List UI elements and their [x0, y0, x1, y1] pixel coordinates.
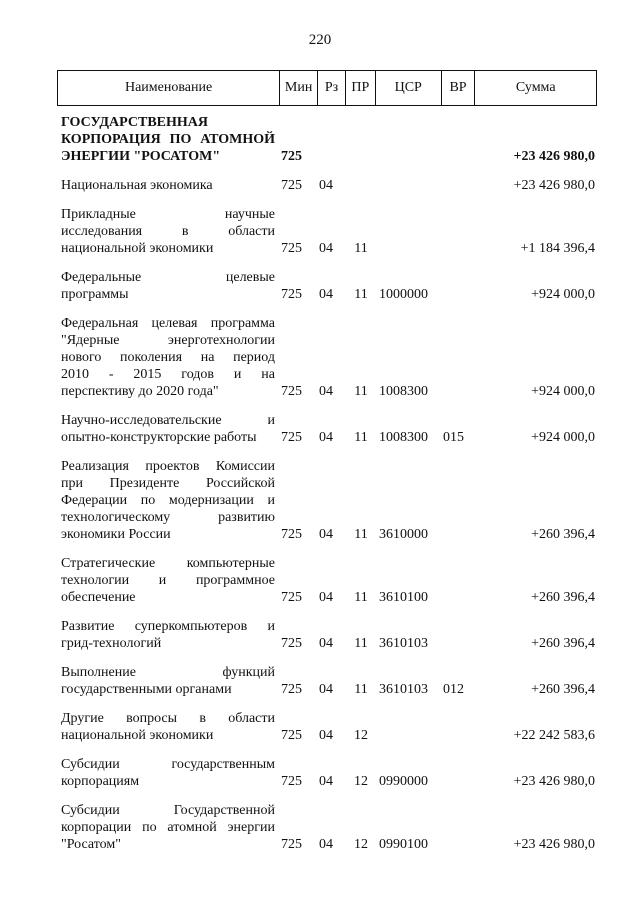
row-rz: 04: [319, 728, 333, 743]
row-pr: 12: [354, 728, 368, 743]
row-min: 725: [281, 590, 302, 605]
row-name-line: "Росатом": [61, 837, 121, 852]
row-name-line: государственными органами: [61, 682, 232, 697]
row-name-line: КОРПОРАЦИЯ ПО АТОМНОЙ: [61, 132, 275, 147]
row-name: [57, 269, 279, 303]
row-sum: +22 242 583,6: [513, 728, 595, 743]
row-rz: 04: [319, 527, 333, 542]
row-csr: 1008300: [379, 384, 428, 399]
table-row: [57, 802, 597, 853]
table-row: [57, 177, 597, 194]
row-sum: +924 000,0: [531, 384, 595, 399]
row-name-line: Другие вопросы в области: [61, 711, 275, 726]
row-min: 725: [281, 636, 302, 651]
row-csr: 3610103: [379, 682, 428, 697]
row-sum: +260 396,4: [531, 682, 595, 697]
row-min: 725: [281, 728, 302, 743]
row-rz: 04: [319, 178, 333, 193]
row-min: 725: [281, 774, 302, 789]
row-pr: 11: [354, 287, 368, 302]
budget-table: [57, 70, 597, 865]
row-csr: 3610000: [379, 527, 428, 542]
row-name-line: ГОСУДАРСТВЕННАЯ: [61, 115, 208, 130]
table-row: [57, 756, 597, 790]
row-pr: 11: [354, 682, 368, 697]
row-sum: +23 426 980,0: [513, 774, 595, 789]
row-name-line: нового поколения на период: [61, 350, 275, 365]
row-name-line: Национальная экономика: [61, 178, 213, 193]
row-name-line: Научно-исследовательские и: [61, 413, 275, 428]
table-row: [57, 315, 597, 400]
row-name-line: Субсидии государственным: [61, 757, 275, 772]
row-sum: +23 426 980,0: [513, 837, 595, 852]
table-row: [57, 412, 597, 446]
row-name-line: Прикладные научные: [61, 207, 275, 222]
row-name: [57, 177, 279, 194]
row-pr: 12: [354, 774, 368, 789]
row-min: 725: [281, 527, 302, 542]
row-sum: +924 000,0: [531, 430, 595, 445]
row-sum: +23 426 980,0: [513, 178, 595, 193]
table-row: [57, 664, 597, 698]
row-name-line: Стратегические компьютерные: [61, 556, 275, 571]
row-name: [57, 206, 279, 257]
row-pr: 11: [354, 241, 368, 256]
row-csr: 0990000: [379, 774, 428, 789]
row-name: [57, 114, 279, 165]
header-csr: ЦСР: [375, 71, 441, 105]
table-row: [57, 618, 597, 652]
row-vr: 012: [443, 682, 464, 697]
row-rz: 04: [319, 430, 333, 445]
row-name-line: технологии и программное: [61, 573, 275, 588]
row-name-line: Реализация проектов Комиссии: [61, 459, 275, 474]
row-name-line: Субсидии Государственной: [61, 803, 275, 818]
row-name-line: при Президенте Российской: [61, 476, 275, 491]
row-name-line: "Ядерные энерготехнологии: [61, 333, 275, 348]
row-name: [57, 664, 279, 698]
row-name-line: национальной экономики: [61, 728, 214, 743]
row-name: [57, 802, 279, 853]
header-sum: Сумма: [474, 71, 596, 105]
row-pr: 11: [354, 527, 368, 542]
row-name-line: Федеральная целевая программа: [61, 316, 275, 331]
row-sum: +23 426 980,0: [513, 149, 595, 164]
table-row: [57, 710, 597, 744]
table-row: [57, 555, 597, 606]
row-name-line: Федеральные целевые: [61, 270, 275, 285]
row-rz: 04: [319, 774, 333, 789]
row-name-line: обеспечение: [61, 590, 136, 605]
row-pr: 11: [354, 384, 368, 399]
row-sum: +260 396,4: [531, 590, 595, 605]
row-rz: 04: [319, 590, 333, 605]
row-csr: 1000000: [379, 287, 428, 302]
row-pr: 11: [354, 636, 368, 651]
row-name: [57, 555, 279, 606]
row-pr: 11: [354, 430, 368, 445]
row-sum: +260 396,4: [531, 636, 595, 651]
header-vr: ВР: [441, 71, 475, 105]
row-rz: 04: [319, 241, 333, 256]
row-name-line: перспективу до 2020 года": [61, 384, 219, 399]
row-pr: 12: [354, 837, 368, 852]
row-csr: 0990100: [379, 837, 428, 852]
row-name-line: экономики России: [61, 527, 171, 542]
row-name: [57, 315, 279, 400]
row-sum: +924 000,0: [531, 287, 595, 302]
row-min: 725: [281, 241, 302, 256]
table-header: [57, 70, 597, 106]
row-name-line: исследования в области: [61, 224, 275, 239]
row-name-line: грид-технологий: [61, 636, 162, 651]
row-name-line: Федерации по модернизации и: [61, 493, 275, 508]
row-csr: 3610100: [379, 590, 428, 605]
row-name-line: программы: [61, 287, 129, 302]
row-min: 725: [281, 149, 302, 164]
row-name-line: корпорации по атомной энергии: [61, 820, 275, 835]
row-name-line: опытно-конструкторские работы: [61, 430, 257, 445]
table-row: [57, 114, 597, 165]
page-number: 220: [308, 32, 332, 48]
row-name-line: корпорациям: [61, 774, 140, 789]
row-min: 725: [281, 430, 302, 445]
row-name-line: 2010 - 2015 годов и на: [61, 367, 275, 382]
row-min: 725: [281, 682, 302, 697]
row-pr: 11: [354, 590, 368, 605]
row-rz: 04: [319, 287, 333, 302]
row-rz: 04: [319, 636, 333, 651]
row-sum: +1 184 396,4: [520, 241, 595, 256]
row-rz: 04: [319, 837, 333, 852]
row-sum: +260 396,4: [531, 527, 595, 542]
header-min: Мин: [279, 71, 317, 105]
header-name: Наименование: [124, 80, 213, 95]
row-csr: 1008300: [379, 430, 428, 445]
row-name-line: ЭНЕРГИИ "РОСАТОМ": [61, 149, 221, 164]
row-min: 725: [281, 287, 302, 302]
row-min: 725: [281, 837, 302, 852]
table-row: [57, 458, 597, 543]
table-row: [57, 206, 597, 257]
row-name-line: технологическому развитию: [61, 510, 275, 525]
row-name-line: Развитие суперкомпьютеров и: [61, 619, 275, 634]
row-csr: 3610103: [379, 636, 428, 651]
row-name: [57, 710, 279, 744]
row-name: [57, 412, 279, 446]
row-name-line: национальной экономики: [61, 241, 214, 256]
table-row: [57, 269, 597, 303]
table-body: [57, 114, 597, 853]
row-name: [57, 756, 279, 790]
header-pr: ПР: [345, 71, 375, 105]
row-rz: 04: [319, 682, 333, 697]
row-min: 725: [281, 384, 302, 399]
header-rz: Рз: [317, 71, 345, 105]
row-rz: 04: [319, 384, 333, 399]
row-name-line: Выполнение функций: [61, 665, 275, 680]
row-min: 725: [281, 178, 302, 193]
row-name: [57, 458, 279, 543]
row-vr: 015: [443, 430, 464, 445]
row-name: [57, 618, 279, 652]
